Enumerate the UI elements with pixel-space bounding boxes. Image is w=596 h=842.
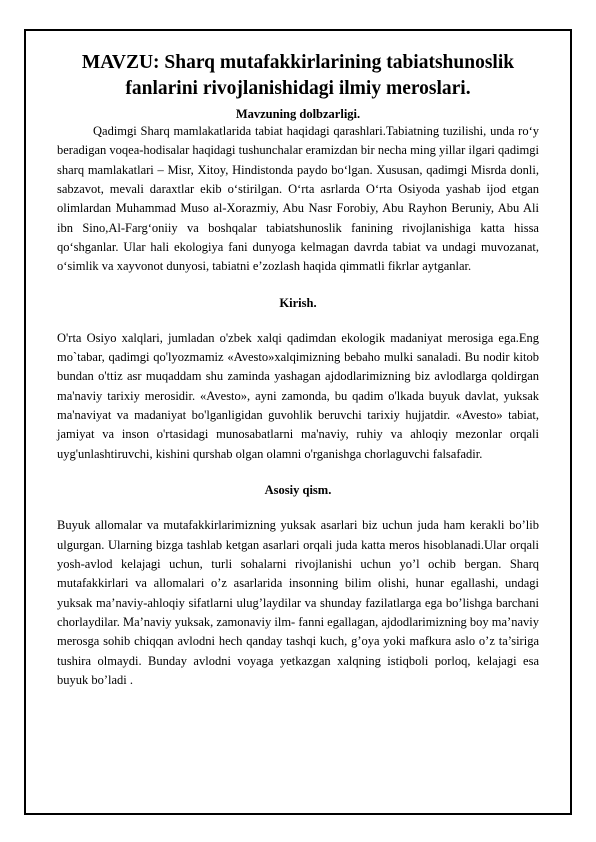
relevance-heading: Mavzuning dolbzarligi. [235,107,361,121]
document-title [57,50,539,102]
relevance-paragraph: Qadimgi Sharq mamlakatlarida tabiat haqidagi qarashlari.Tabiatning tuzilishi, unda ro‘y beradigan voqea-hodisalar haqidagi tushunchalar eramizdan bir necha ming yillar ilgari qadimgi sharq mamlakatlari – Misr, Xitoy, Hindistonda paydo bo‘lgan. Xususan, qadimgi Misrda donli, sabzavot, mevali daraxtlar ekib o‘stirilgan. O‘rta asrlarda O‘rta Osiyoda yashab ijod etgan olimlardan Muhammad Muso al-Xorazmiy, Abu Nasr Forobiy, Abu Rayhon Beruniy, Abu Ali ibn Sino,Al-Farg‘oniiy va boshqalar tabiatshunoslik fanining rivojlanishiga katta hissa qo‘shganlar. Ular hali ekologiya fani dunyoga kelmagan davrda tabiat va undagi muvozanat, o‘simlik va xayvonot dunyosi, tabiatni e’zozlash haqida qimmatli fikrlar aytganlar. [57,124,539,274]
intro-paragraph: O'rta Osiyo xalqlari, jumladan o'zbek xalqi qadimdan ekologik madaniyat merosiga ega.Eng mo`tabar, qadimgi qo'lyozmamiz «Avesto»xalqimizning bebaho mulki sanaladi. Bu nodir kitob bundan o'ttiz asr muqaddam shu zaminda yashagan ajdodlarimizning biz avlodlarga qoldirgan ma'naviy tarixiy merosidir. «Avesto», ayni zamonda, bu qadim o'lkada buyuk davlat, yuksak ma'naviyat va madaniyat bo'lganligidan guvohlik beruvchi tarixiy hujjatdir. «Avesto» tabiat, jamiyat va inson o'rtasidagi munosabatlarni ma'naviy, ruhiy va ahloqiy mezonlar orqali uyg'unlashtiruvchi, kishini qurshab olgan olamni o'rganishga chorlaguvchi falsafadir. [57,330,539,461]
document-body [57,50,539,690]
main-heading: Asosiy qism. [264,483,332,498]
intro-heading: Kirish. [279,295,317,310]
main-paragraph: Buyuk allomalar va mutafakkirlarimizning yuksak asarlari biz uchun juda ham kerakli bo’lib ulgurgan. Ularning bizga tashlab ketgan asarlari orqali juda katta meros hisoblanadi.Ular orqali yosh-avlod kelajagi uchun, turli sohalarni rivojlanishi uchun yo’l ochib bergan. Sharq mutafakkirlari va allomalari o’z asarlarida insonning bilim olishi, hunar egallashi, undagi yuksak ma’naviy-ahloqiy sifatlarni ulug’laydilar va shunday fazilatlarga ega bo’lishga barchani chorlaydilar. Ma’naviy yuksak, zamonaviy ilm- fanni egallagan, ajdodlarimizning boy ma’naviy merosga sohib chiqqan avlodni hech qanday tashqi kuch, g’oya yoki mafkura aslo o’z ta’siriga tushira olmaydi. Bunday avlodni voyaga yetkazgan xalqning istiqboli porloq, kelajagi esa buyuk bo’ladi . [57,518,539,687]
title-line-2: fanlarini rivojlanishidagi ilmiy meroslari. [125,78,471,99]
title-line-1: MAVZU: Sharq mutafakkirlarining tabiatshunoslik [81,52,515,73]
